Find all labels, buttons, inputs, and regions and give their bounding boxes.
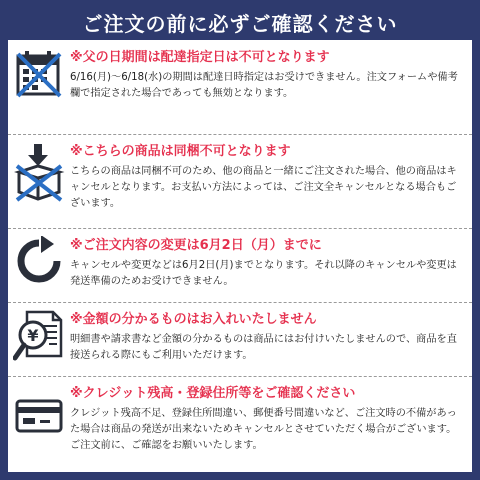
credit-card-icon xyxy=(14,398,64,454)
item-body: キャンセルや変更などは6月2日(月)までとなります。それ以降のキャンセルや変更は発送準備のためお受けできません。 xyxy=(70,260,457,287)
item-body: 6/16(月)～6/18(水)の期間は配達日時指定はお受けできません。注文フォームや備考欄で指定された場合であっても無効となります。 xyxy=(70,72,458,99)
item-body: こちらの商品は同梱不可のため、他の商品と一緒にご注文された場合、他の商品はキャンセルとなります。お支払い方法によっては、ご注文全キャンセルとなる場合もございます。 xyxy=(70,166,457,209)
notice-item-credit-address xyxy=(8,384,472,454)
crossed-calendar-icon xyxy=(14,48,64,102)
svg-text:¥: ¥ xyxy=(27,326,39,345)
notice-panel xyxy=(8,40,472,472)
item-body: 明細書や請求書など金額の分かるものは商品にはお付けいたしませんので、商品を直接送られる際にもご利用いただけます。 xyxy=(70,334,457,361)
notice-item-change-deadline xyxy=(8,236,472,290)
divider xyxy=(8,134,472,135)
notice-item-delivery-date xyxy=(8,48,472,102)
crossed-box-icon xyxy=(13,142,65,212)
item-title: ※こちらの商品は同梱不可となります xyxy=(70,144,291,159)
page-title: ご注文の前に必ずご確認ください xyxy=(82,11,398,36)
item-title: ※父の日期間は配達指定日は不可となります xyxy=(70,50,330,65)
notice-item-no-price-docs xyxy=(8,310,472,370)
divider xyxy=(8,302,472,303)
divider xyxy=(8,228,472,229)
item-body: クレジット残高不足、登録住所間違い、郵便番号間違いなど、ご注文時の不備があった場合は商品の発送が出来ないためキャンセルとさせていただく場合がございます。ご注文前に、ご確認をお願いいたします。 xyxy=(70,408,457,451)
refresh-icon xyxy=(14,236,64,290)
item-title: ※ご注文内容の変更は6月2日（月）までに xyxy=(70,238,322,253)
notice-item-no-bundling xyxy=(8,142,472,212)
item-title: ※クレジット残高・登録住所等をご確認ください xyxy=(70,386,356,401)
item-title: ※金額の分かるものはお入れいたしません xyxy=(70,312,317,327)
yen-document-magnifier-icon xyxy=(13,310,65,370)
divider xyxy=(8,376,472,377)
